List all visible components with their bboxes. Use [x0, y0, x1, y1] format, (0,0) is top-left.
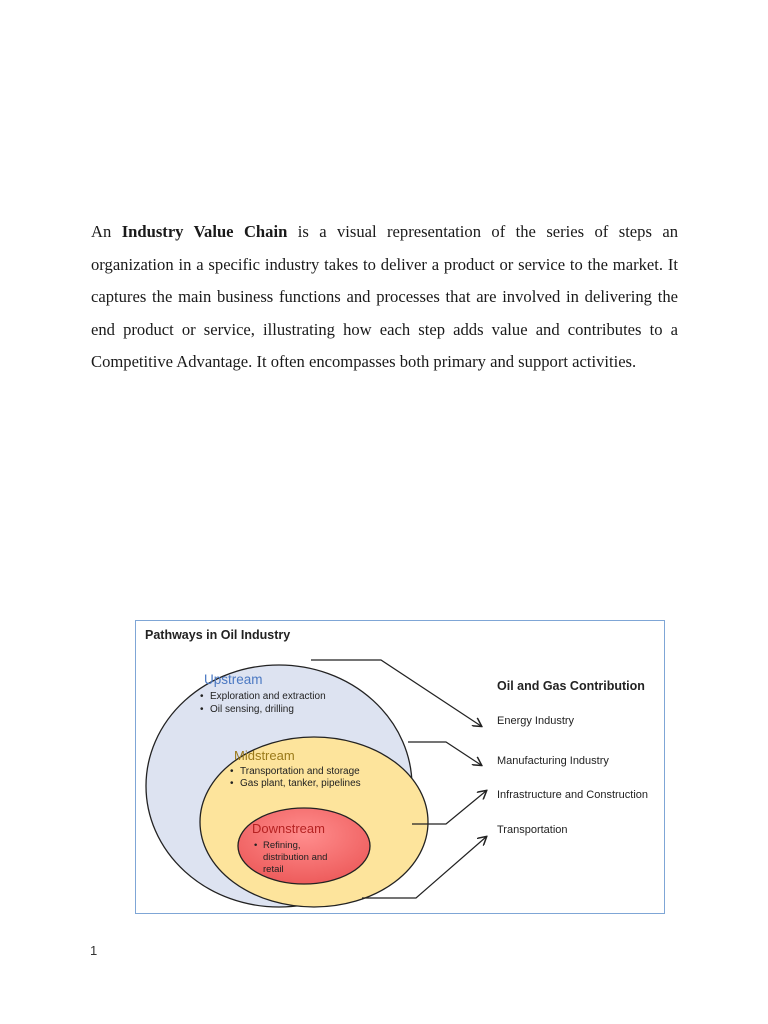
contribution-manufacturing: Manufacturing Industry	[497, 755, 609, 767]
diagram-title: Pathways in Oil Industry	[145, 628, 291, 642]
upstream-label: Upstream	[204, 672, 263, 687]
diagram-canvas	[136, 621, 666, 915]
contribution-transportation: Transportation	[497, 824, 568, 836]
downstream-bullet-dot: •	[254, 840, 258, 851]
midstream-bullet-1: Transportation and storage	[240, 766, 360, 777]
downstream-ellipse	[238, 808, 370, 884]
contribution-energy: Energy Industry	[497, 715, 575, 727]
contribution-heading: Oil and Gas Contribution	[497, 679, 645, 693]
upstream-bullet-dot: •	[200, 691, 204, 702]
oil-industry-diagram	[135, 620, 665, 914]
arrow-midstream-manufacturing	[408, 742, 481, 765]
midstream-bullet-dot: •	[230, 766, 234, 777]
midstream-bullet-dot: •	[230, 778, 234, 789]
downstream-bullet-1: Refining,	[263, 840, 301, 851]
term-industry-value-chain: Industry Value Chain	[121, 222, 288, 241]
upstream-bullet-dot: •	[200, 704, 204, 715]
midstream-label: Midstream	[234, 748, 295, 763]
upstream-bullet-1: Exploration and extraction	[210, 691, 326, 702]
downstream-label: Downstream	[252, 821, 325, 836]
contribution-infrastructure: Infrastructure and Construction	[497, 789, 649, 801]
downstream-bullet-2: distribution and	[263, 852, 328, 863]
intro-body: is a visual representation of the series of steps an organization in a specific industry takes to deliver a product or service to the market. It captures the main business functions and processes that are involved in delivering the end product or service, illustrating how each step adds value and contributes to a Competitive Advantage. It often encompasses both primary and support activities.	[91, 222, 678, 371]
intro-lead: An	[91, 222, 122, 241]
upstream-bullet-2: Oil sensing, drilling	[210, 704, 294, 715]
midstream-bullet-2: Gas plant, tanker, pipelines	[240, 778, 361, 789]
intro-paragraph	[91, 216, 678, 379]
downstream-bullet-3: retail	[263, 864, 284, 875]
page-number: 1	[90, 943, 98, 958]
